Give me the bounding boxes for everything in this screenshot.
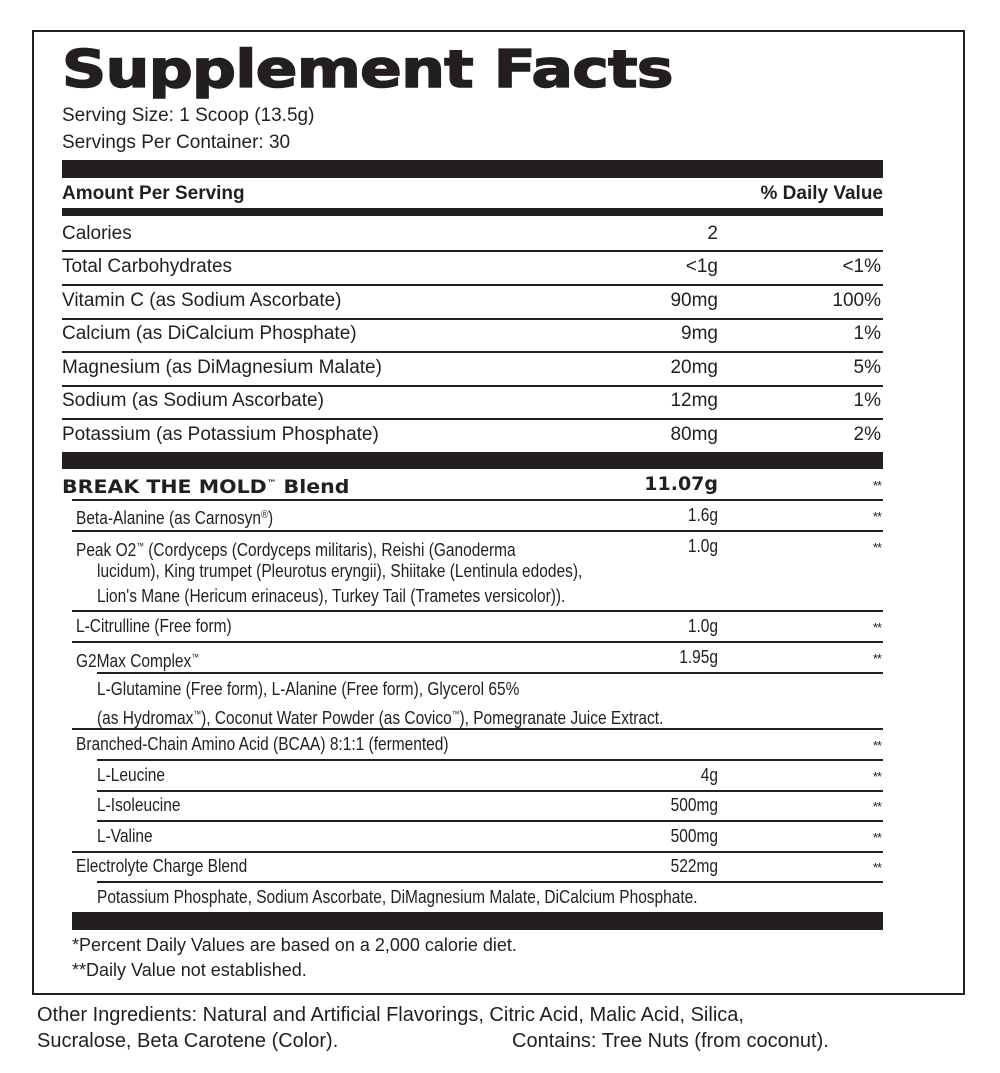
row-divider	[62, 418, 883, 420]
servings-per-container: Servings Per Container: 30	[62, 132, 291, 153]
thick-divider	[62, 452, 883, 469]
nutrient-amount: 9mg	[681, 323, 718, 344]
ingredient-detail-line: Potassium Phosphate, Sodium Ascorbate, DiMagnesium Malate, DiCalcium Phosphate.	[97, 887, 698, 907]
blend-amount: 11.07g	[644, 473, 718, 495]
row-divider	[62, 250, 883, 252]
row-divider	[72, 610, 883, 612]
ingredient-amount: 4g	[700, 765, 718, 785]
ingredient-amount: 1.6g	[687, 505, 718, 525]
ingredient-dv: **	[872, 620, 881, 635]
row-divider	[97, 759, 883, 761]
thick-divider	[72, 912, 883, 930]
thick-divider	[62, 160, 883, 178]
nutrient-amount: 12mg	[670, 390, 718, 411]
ingredient-name: L-Valine	[97, 826, 153, 846]
amount-per-serving-header: Amount Per Serving	[62, 183, 245, 204]
row-divider	[97, 790, 883, 792]
ingredient-detail-line: (as Hydromax™), Coconut Water Powder (as Covico™), Pomegranate Juice Extract.	[97, 708, 664, 728]
nutrient-amount: 90mg	[670, 290, 718, 311]
ingredient-dv: **	[872, 651, 881, 666]
row-divider	[97, 820, 883, 822]
ingredient-dv: **	[872, 860, 881, 875]
nutrient-name: Vitamin C (as Sodium Ascorbate)	[62, 290, 342, 311]
nutrient-dv: 100%	[832, 290, 881, 311]
daily-value-header: % Daily Value	[760, 183, 883, 204]
ingredient-name: L-Isoleucine	[97, 795, 181, 815]
row-divider	[72, 641, 883, 643]
allergen-statement: Contains: Tree Nuts (from coconut).	[512, 1030, 829, 1052]
ingredient-name: Branched-Chain Amino Acid (BCAA) 8:1:1 (fermented)	[76, 734, 449, 754]
other-ingredients-line-1: Other Ingredients: Natural and Artificial Flavorings, Citric Acid, Malic Acid, Silica,	[37, 1004, 744, 1026]
row-divider	[72, 530, 883, 532]
panel-title: Supplement Facts	[62, 40, 673, 100]
nutrient-amount: 2	[707, 223, 718, 244]
row-divider	[72, 851, 883, 853]
nutrient-dv: 5%	[853, 357, 881, 378]
blend-name: BREAK THE MOLD™ Blend	[62, 476, 350, 498]
other-ingredients-line-2: Sucralose, Beta Carotene (Color).	[37, 1030, 339, 1052]
nutrient-name: Potassium (as Potassium Phosphate)	[62, 424, 379, 445]
ingredient-dv: **	[872, 509, 881, 524]
row-divider	[62, 385, 883, 387]
ingredient-detail-line: L-Glutamine (Free form), L-Alanine (Free form), Glycerol 65%	[97, 679, 520, 699]
row-divider	[72, 728, 883, 730]
row-divider	[72, 499, 883, 501]
nutrient-name: Sodium (as Sodium Ascorbate)	[62, 390, 324, 411]
ingredient-amount: 522mg	[670, 856, 718, 876]
ingredient-name: G2Max Complex™	[76, 651, 200, 671]
row-divider	[62, 351, 883, 353]
footnote-percent-dv: *Percent Daily Values are based on a 2,000 calorie diet.	[72, 935, 517, 955]
ingredient-name: Electrolyte Charge Blend	[76, 856, 248, 876]
row-divider	[97, 881, 883, 883]
ingredient-amount: 500mg	[670, 826, 718, 846]
ingredient-name: Beta-Alanine (as Carnosyn®)	[76, 508, 274, 528]
ingredient-amount: 1.0g	[687, 616, 718, 636]
nutrient-amount: 20mg	[670, 357, 718, 378]
ingredient-amount: 500mg	[670, 795, 718, 815]
nutrient-dv: <1%	[842, 256, 881, 277]
row-divider	[62, 284, 883, 286]
ingredient-name: L-Leucine	[97, 765, 165, 785]
ingredient-name: Peak O2™ (Cordyceps (Cordyceps militaris), Reishi (Ganoderma	[76, 540, 516, 560]
ingredient-amount: 1.95g	[679, 647, 718, 667]
row-divider	[62, 318, 883, 320]
ingredient-detail-line: lucidum), King trumpet (Pleurotus eryngii), Shiitake (Lentinula edodes),	[97, 561, 583, 581]
footnote-dv-not-established: **Daily Value not established.	[72, 960, 307, 980]
ingredient-dv: **	[872, 799, 881, 814]
nutrient-name: Total Carbohydrates	[62, 256, 233, 277]
ingredient-name: L-Citrulline (Free form)	[76, 616, 232, 636]
nutrient-name: Calories	[62, 223, 132, 244]
ingredient-dv: **	[872, 540, 881, 555]
row-divider	[97, 672, 883, 674]
serving-size: Serving Size: 1 Scoop (13.5g)	[62, 105, 315, 126]
ingredient-amount: 1.0g	[687, 536, 718, 556]
ingredient-dv: **	[872, 769, 881, 784]
nutrient-dv: 1%	[853, 323, 881, 344]
ingredient-dv: **	[872, 830, 881, 845]
nutrient-dv: 2%	[853, 424, 881, 445]
nutrient-amount: 80mg	[670, 424, 718, 445]
medium-divider	[62, 208, 883, 216]
ingredient-detail-line: Lion's Mane (Hericum erinaceus), Turkey Tail (Trametes versicolor)).	[97, 586, 566, 606]
nutrient-name: Magnesium (as DiMagnesium Malate)	[62, 357, 382, 378]
nutrient-dv: 1%	[853, 390, 881, 411]
ingredient-dv: **	[872, 738, 881, 753]
nutrient-amount: <1g	[685, 256, 718, 277]
blend-dv: **	[872, 478, 881, 493]
nutrient-name: Calcium (as DiCalcium Phosphate)	[62, 323, 357, 344]
